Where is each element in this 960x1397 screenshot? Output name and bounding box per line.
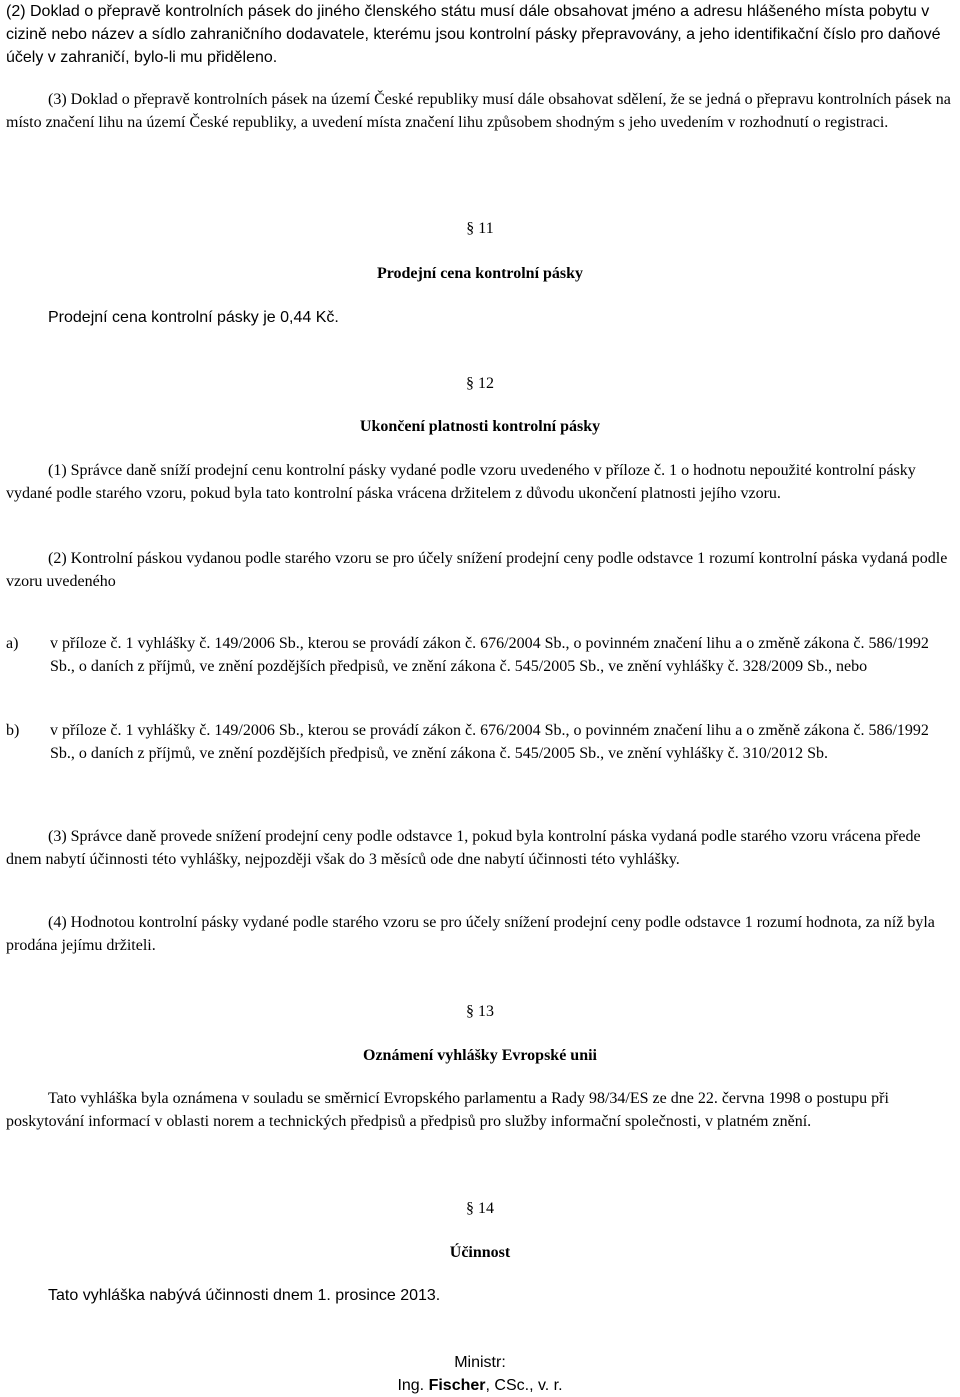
section-12-paragraph-4: (4) Hodnotou kontrolní pásky vydané podle starého vzoru se pro účely snížení prodejní ceny podle odstavce 1 rozumí hodnota, za níž byla prodána jejímu držiteli.	[6, 914, 935, 954]
signature-suffix: , CSc., v. r.	[485, 1377, 563, 1394]
section-11-text: Prodejní cena kontrolní pásky je 0,44 Kč.	[48, 309, 339, 326]
section-13-text: Tato vyhláška byla oznámena v souladu se směrnicí Evropského parlamentu a Rady 98/34/ES ze dne 22. června 1998 o postupu při poskytování informací v oblasti norem a technických předpisů a předpisů pro služby informační společnosti, v platném znění.	[6, 1090, 889, 1130]
list-item-a-label: a)	[6, 635, 19, 652]
section-12-paragraph-3: (3) Správce daně provede snížení prodejní ceny podle odstavce 1, pokud byla kontrolní páska vydaná podle starého vzoru vrácena přede dnem nabytí účinnosti této vyhlášky, nejpozději však do 3 měsíců ode dne nabytí účinnosti této vyhlášky.	[6, 828, 921, 868]
section-12-title: Ukončení platnosti kontrolní pásky	[359, 418, 601, 435]
section-11-number: § 11	[466, 220, 494, 237]
section-13-title: Oznámení vyhlášky Evropské unii	[363, 1047, 597, 1064]
section-12-paragraph-2: (2) Kontrolní páskou vydanou podle starého vzoru se pro účely snížení prodejní ceny podle odstavce 1 rozumí kontrolní páska vydaná podle vzoru uvedeného	[6, 550, 948, 590]
section-12-paragraph-1: (1) Správce daně sníží prodejní cenu kontrolní pásky vydané podle vzoru uvedeného v příloze č. 1 o hodnotu nepoužité kontrolní pásky vydané podle starého vzoru, pokud byla tato kontrolní páska vrácena držitelem z důvodu ukončení platnosti jejího vzoru.	[6, 462, 916, 502]
section-14-text: Tato vyhláška nabývá účinnosti dnem 1. prosince 2013.	[48, 1287, 441, 1304]
paragraph-3-continued: (3) Doklad o přepravě kontrolních pásek na území České republiky musí dále obsahovat sdělení, že se jedná o přepravu kontrolních pásek na místo značení lihu na území České republiky, a uvedení místa značení lihu způsobem shodným s jeho uvedením v rozhodnutí o registraci.	[6, 91, 951, 131]
signature-surname: Fischer	[428, 1377, 486, 1394]
section-13-number: § 13	[466, 1003, 494, 1020]
list-item-a-text: v příloze č. 1 vyhlášky č. 149/2006 Sb., kterou se provádí zákon č. 676/2004 Sb., o povinném značení lihu a o změně zákona č. 586/1992 Sb., o daních z příjmů, ve znění pozdějších předpisů, ve znění zákona č. 545/2005 Sb., ve znění vyhlášky č. 328/2009 Sb., nebo	[50, 635, 929, 675]
section-11-title: Prodejní cena kontrolní pásky	[376, 265, 584, 282]
section-12-number: § 12	[466, 375, 494, 392]
paragraph-2-continued: (2) Doklad o přepravě kontrolních pásek do jiného členského státu musí dále obsahovat jméno a adresu hlášeného místa pobytu v cizině nebo název a sídlo zahraničního dodavatele, kterému jsou kontrolní pásky přepravovány, a jeho identifikační číslo pro daňové účely v zahraničí, bylo-li mu přiděleno.	[6, 3, 941, 66]
signature-role: Ministr:	[454, 1354, 506, 1371]
section-14-number: § 14	[466, 1200, 494, 1217]
list-item-b-text: v příloze č. 1 vyhlášky č. 149/2006 Sb., kterou se provádí zákon č. 676/2004 Sb., o povinném značení lihu a o změně zákona č. 586/1992 Sb., o daních z příjmů, ve znění pozdějších předpisů, ve znění zákona č. 545/2005 Sb., ve znění vyhlášky č. 310/2012 Sb.	[50, 722, 929, 762]
list-item-b-label: b)	[6, 722, 20, 739]
section-14-title: Účinnost	[449, 1244, 511, 1261]
signature-prefix: Ing.	[397, 1377, 429, 1394]
